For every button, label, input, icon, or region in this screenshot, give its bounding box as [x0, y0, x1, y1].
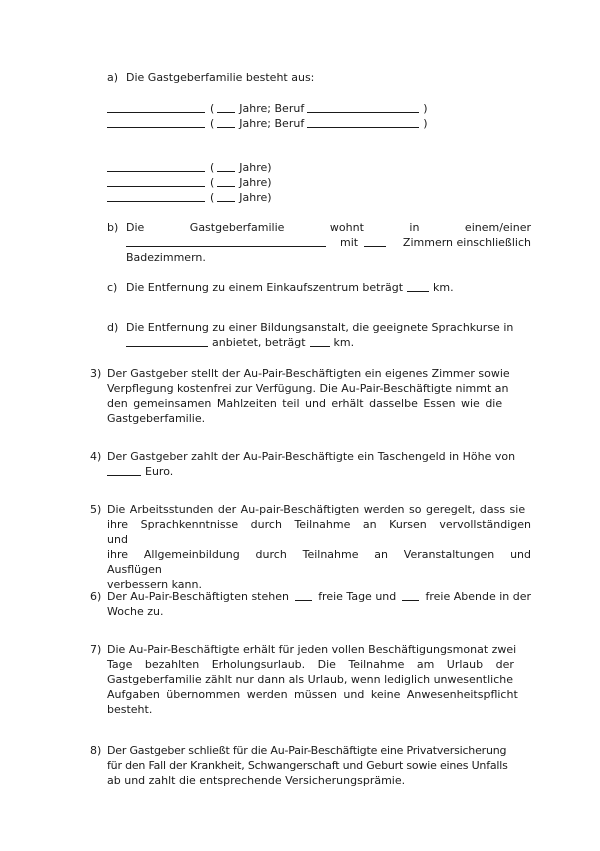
clause-line: Die Au-Pair-Beschäftigte erhält für jeden vollen Beschäftigungsmonat zwei — [107, 643, 517, 656]
section-c — [107, 280, 454, 295]
word: wohnt — [329, 221, 364, 234]
paren-open: ( — [210, 117, 215, 130]
word: einem/einer — [464, 221, 531, 234]
name-blank[interactable] — [107, 175, 205, 187]
clause-line: Der Gastgeber schließt für die Au-Pair-Beschäftigte eine Privatversicherung — [107, 744, 507, 757]
section-b-line-2 — [126, 235, 531, 250]
clause-6-number: 6) — [90, 590, 102, 603]
clause-line: ihre Allgemeinbildung durch Teilnahme an Veranstaltungen und Ausflügen — [107, 548, 531, 576]
age-blank[interactable] — [217, 190, 235, 202]
clause-line: Gastgeberfamilie. — [107, 412, 206, 425]
age-blank[interactable] — [217, 160, 235, 172]
clause-7-text — [107, 642, 531, 717]
section-c-label: c) — [107, 281, 118, 294]
name-blank[interactable] — [107, 116, 205, 128]
distance-school-blank[interactable] — [310, 335, 330, 347]
clause-line: Der Gastgeber stellt der Au-Pair-Beschäftigten ein eigenes Zimmer sowie — [107, 367, 510, 380]
clause-line: ihre Sprachkenntnisse durch Teilnahme an Kursen vervollständigen und — [107, 518, 531, 546]
clause-line: Die Arbeitsstunden der Au-pair-Beschäftigten werden so geregelt, dass sie — [107, 503, 526, 516]
name-blank[interactable] — [107, 101, 205, 113]
clause-5-text — [107, 502, 531, 592]
age-blank[interactable] — [217, 116, 235, 128]
clause-6-text — [107, 589, 531, 619]
clause-line: Woche zu. — [107, 605, 164, 618]
job-blank[interactable] — [307, 116, 419, 128]
age-label: Jahre) — [239, 161, 272, 174]
clause-line: Verpflegung kostenfrei zur Verfügung. Die Au-Pair-Beschäftigte nimmt an — [107, 382, 509, 395]
section-d-label: d) — [107, 321, 119, 334]
clause-8-number: 8) — [90, 744, 102, 757]
section-b-label: b) — [107, 221, 119, 234]
clause-line: verbessern kann. — [107, 578, 202, 591]
section-a-label: a) — [107, 71, 119, 84]
paren-open: ( — [210, 102, 215, 115]
age-job-label: Jahre; Beruf — [239, 117, 305, 130]
child-row-2 — [107, 175, 272, 190]
job-blank[interactable] — [307, 101, 419, 113]
section-d-text-2: anbietet, beträgt — [212, 336, 306, 349]
clause-line: den gemeinsamen Mahlzeiten teil und erhält dasselbe Essen wie die — [107, 397, 503, 410]
clause-line: besteht. — [107, 703, 153, 716]
section-a-text: Die Gastgeberfamilie besteht aus: — [126, 71, 315, 84]
clause-text: freie Tage und — [318, 590, 397, 603]
housing-type-blank[interactable] — [126, 235, 326, 247]
adult-row-2 — [107, 116, 427, 131]
paren-close: ) — [423, 102, 428, 115]
adult-row-1 — [107, 101, 427, 116]
paren-close: ) — [423, 117, 428, 130]
clause-3-text — [107, 366, 531, 426]
mit-text: mit — [340, 236, 359, 249]
clause-line: Aufgaben übernommen werden müssen und keine Anwesenheitspflicht — [107, 688, 518, 701]
section-b-line-3: Badezimmern. — [126, 251, 206, 264]
section-b-line-1 — [126, 220, 531, 235]
clause-4-text — [107, 449, 531, 479]
paren-open: ( — [210, 161, 215, 174]
age-label: Jahre) — [239, 191, 272, 204]
paren-open: ( — [210, 176, 215, 189]
word: Gastgeberfamilie — [189, 221, 285, 234]
rooms-blank[interactable] — [364, 235, 386, 247]
name-blank[interactable] — [107, 160, 205, 172]
age-blank[interactable] — [217, 101, 235, 113]
age-blank[interactable] — [217, 175, 235, 187]
section-d-text: Die Entfernung zu einer Bildungsanstalt, die geeignete Sprachkurse in — [126, 321, 514, 334]
section-a-heading — [107, 70, 314, 85]
word: Die — [126, 221, 145, 234]
clause-line: Tage bezahlten Erholungsurlaub. Die Teilnahme am Urlaub der — [107, 658, 514, 671]
currency-text: Euro. — [145, 465, 174, 478]
age-job-label: Jahre; Beruf — [239, 102, 305, 115]
paren-open: ( — [210, 191, 215, 204]
pocket-money-blank[interactable] — [107, 464, 141, 476]
word: in — [409, 221, 420, 234]
distance-shopping-blank[interactable] — [407, 280, 429, 292]
section-c-text: Die Entfernung zu einem Einkaufszentrum beträgt — [126, 281, 404, 294]
child-row-1 — [107, 160, 272, 175]
clause-4-number: 4) — [90, 450, 102, 463]
clause-3-number: 3) — [90, 367, 102, 380]
section-d-line-1 — [107, 320, 513, 335]
clause-text: freie Abende in der — [425, 590, 531, 603]
language-blank[interactable] — [126, 335, 208, 347]
free-days-blank[interactable] — [295, 589, 312, 601]
clause-line — [107, 589, 531, 604]
section-d-line-2 — [126, 335, 354, 350]
unit-km: km. — [333, 336, 355, 349]
name-blank[interactable] — [107, 190, 205, 202]
clause-line: Gastgeberfamilie zählt nur dann als Urlaub, wenn lediglich unwesentliche — [107, 673, 513, 686]
free-evenings-blank[interactable] — [402, 589, 419, 601]
clause-5-number: 5) — [90, 503, 102, 516]
clause-7-number: 7) — [90, 643, 102, 656]
clause-line: für den Fall der Krankheit, Schwangerschaft und Geburt sowie eines Unfalls — [107, 759, 508, 772]
clause-line: ab und zahlt die entsprechende Versicherungsprämie. — [107, 774, 406, 787]
rooms-text: Zimmern einschließlich — [402, 236, 531, 249]
clause-line: Der Gastgeber zahlt der Au-Pair-Beschäftigte ein Taschengeld in Höhe von — [107, 450, 516, 463]
clause-8-text — [107, 743, 531, 788]
clause-line — [107, 464, 531, 479]
clause-text: Der Au-Pair-Beschäftigten stehen — [107, 590, 289, 603]
age-label: Jahre) — [239, 176, 272, 189]
unit-km: km. — [433, 281, 454, 294]
child-row-3 — [107, 190, 272, 205]
